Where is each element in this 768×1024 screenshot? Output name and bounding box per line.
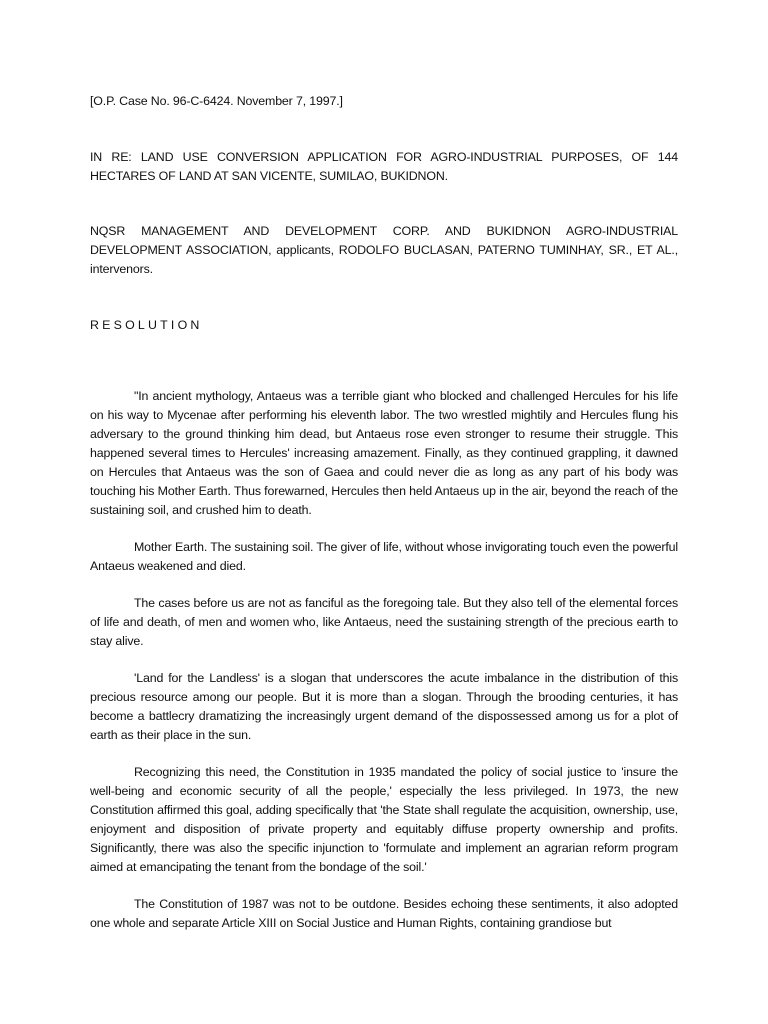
body-paragraph-3: The cases before us are not as fanciful as the foregoing tale. But they also tell of the elemental forces of life and death, of men and women who, like Antaeus, need the sustaining strength of the precious earth to stay alive. bbox=[90, 596, 678, 648]
document-page bbox=[90, 92, 678, 951]
body-paragraph-1: "In ancient mythology, Antaeus was a terrible giant who blocked and challenged Hercules for his life on his way to Mycenae after performing his eleventh labor. The two wrestled mightily and Hercules flung his adversary to the ground thinking him dead, but Antaeus rose even stronger to resume their struggle. This happened several times to Hercules' increasing amazement. Finally, as they continued grappling, it dawned on Hercules that Antaeus was the son of Gaea and could never die as long as any part of his body was touching his Mother Earth. Thus forewarned, Hercules then held Antaeus up in the air, beyond the reach of the sustaining soil, and crushed him to death. bbox=[90, 389, 678, 517]
body-paragraph-4: 'Land for the Landless' is a slogan that underscores the acute imbalance in the distribution of this precious resource among our people. But it is more than a slogan. Through the brooding centuries, it has become a battlecry dramatizing the increasingly urgent demand of the dispossessed among us for a plot of earth as their place in the sun. bbox=[90, 671, 678, 742]
case-reference: [O.P. Case No. 96-C-6424. November 7, 1997.] bbox=[90, 94, 343, 108]
body-paragraph-2: Mother Earth. The sustaining soil. The giver of life, without whose invigorating touch even the powerful Antaeus weakened and died. bbox=[90, 540, 678, 573]
body-paragraph-5: Recognizing this need, the Constitution in 1935 mandated the policy of social justice to 'insure the well-being and economic security of all the people,' especially the less privileged. In 1973, the new Constitution affirmed this goal, adding specifically that 'the State shall regulate the acquisition, ownership, use, enjoyment and disposition of private property and equitably diffuse property ownership and profits. Significantly, there was also the specific injunction to 'formulate and implement an agrarian reform program aimed at emancipating the tenant from the bondage of the soil.' bbox=[90, 765, 678, 874]
body-paragraph-6: The Constitution of 1987 was not to be outdone. Besides echoing these sentiments, it also adopted one whole and separate Article XIII on Social Justice and Human Rights, containing grandiose but bbox=[90, 897, 678, 930]
resolution-title: RESOLUTION bbox=[90, 318, 203, 332]
case-parties: NQSR MANAGEMENT AND DEVELOPMENT CORP. AND BUKIDNON AGRO-INDUSTRIAL DEVELOPMENT ASSOCIATION, applicants, RODOLFO BUCLASAN, PATERNO TUMINHAY, SR., ET AL., intervenors. bbox=[90, 224, 678, 276]
case-subject: IN RE: LAND USE CONVERSION APPLICATION FOR AGRO-INDUSTRIAL PURPOSES, OF 144 HECTARES OF LAND AT SAN VICENTE, SUMILAO, BUKIDNON. bbox=[90, 150, 678, 183]
